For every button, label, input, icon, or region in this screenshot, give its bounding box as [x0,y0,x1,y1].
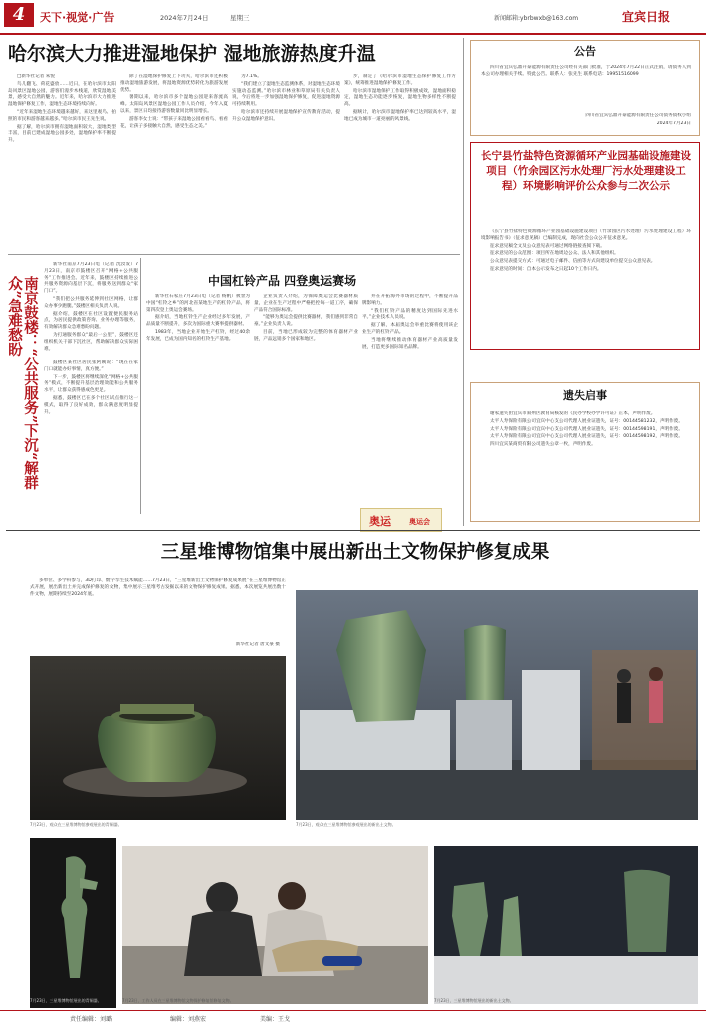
paragraph: 据介绍，鼓楼区在社区设置便民服务站点，为居民提供政策咨询、业务办理等服务，有效解决群众急难愁盼问题。 [44,311,138,331]
paragraph: 四川宜宾某商贸有限公司遗失公章一枚，声明作废。 [490,442,596,448]
paragraph: 当地将继续推动体育器材产业高质量发展，打造更多国际知名品牌。 [362,337,458,350]
paragraph: 据了解，本届奥运会举重比赛将使用该企业生产的杠铃产品。 [362,323,458,335]
issue-weekday: 星期三 [230,14,250,22]
article1-byline: □新华社记者 朱悦 [17,74,55,79]
section-name: 天下·视觉·广告 [40,11,115,24]
page-footer [0,1010,706,1024]
env-notice-body [481,229,691,345]
newspaper-logo: 宜宾日报 [622,10,671,24]
photo-restoration-work [122,846,428,1004]
feature-intro-text: 多单位、多学科参与，3D打印、数字孪生技术赋能……7月23日，“三星堆新出土文物保护修复成果展”在三星堆博物馆正式开展，展出新出土并完成保护修复的文物，集中展示三星堆考古发掘以来的文物保护修复成果。据悉，本次展览共展出数十件文物，展期持续至2024年底。 [30,578,286,597]
announcement-title: 公告 [574,45,596,58]
lost-notice-box [470,382,700,522]
article1-column-4 [344,74,456,250]
paragraph: 哈尔滨市湿地保护工作取得积极成效，湿地面积稳定，湿地生态功能逐步恢复，湿地生物多样性不断提高。 [344,88,456,108]
paragraph: 据悉，鼓楼区已在多个社区试点推行这一模式，取得了良好成效，群众满意度明显提升。 [44,395,138,415]
news-email: 新闻邮箱:ybrbwxb@163.com [494,15,579,22]
paragraph: 除了在湿地保护修复上下功夫，哈尔滨市还积极推动湿地旅游发展，将湿地资源优势转化为旅游发展优势。 [120,74,228,93]
footer-editor-2: 编辑：刘燕宏 [170,1016,207,1023]
paragraph: 并在开拓海外市场的过程中，不断提升品牌影响力。 [362,294,458,306]
paragraph: 鼓楼区某社区居民张阿姨说：“现在在家门口就能办好事情，真方便。” [44,360,138,372]
paragraph: “近年来湿地生态环境越来越好，来这里观鸟、拍照的市民和游客越来越多。”哈尔滨市民王先生说。 [8,109,116,122]
page-number: 4 [4,3,34,27]
article1-column-2 [120,74,228,250]
paragraph: 征求意见的时间：自本公示发布之日起10个工作日内。 [490,266,602,272]
article2-column-1 [146,294,250,508]
photo-bronze-pot [30,656,286,820]
paragraph: 公众意见表提交方式：可通过电子邮件、信函等方式向建设单位提交公众意见表。 [490,259,656,265]
footer-editor: 责任编辑：刘璐 [70,1016,113,1023]
announcement-signature: 四川省宜宾弘鼎开泰能源有限责任公司债务债权小组 [585,113,691,118]
env-impact-notice-box [470,142,700,350]
photo-display-case [434,846,698,1004]
paragraph: 目前，当地已形成较为完整的体育器材产业链，产品远销多个国家和地区。 [254,329,358,342]
caption-2: 7月23日，观众在三星堆博物馆参观展出的新出土文物。 [296,822,396,827]
divider [6,530,700,531]
photo-bronze-artifact [30,838,116,1008]
side-article-column-2 [44,360,138,510]
headline-sanxingdui-exhibition: 三星堆博物馆集中展出新出土文物保护修复成果 [160,542,550,563]
lost-notice-title: 遗失启事 [563,389,607,402]
paragraph: 征求意见的公众范围：项目所在地周边公众、法人和其他组织。 [490,251,619,257]
divider [8,254,460,255]
caption-1: 7月23日，观众在三星堆博物馆参观展出的青铜器。 [30,822,122,827]
caption-5: 7月23日，三星堆博物馆展出的新出土文物。 [434,998,514,1003]
paragraph: 太平人寿保险有限公司宜宾中心支公司代理人展业证遗失，证号：00144598191，声明作废。 [490,426,683,432]
brand-subtext: 奥运会 [409,518,430,526]
display-case-image [434,846,698,1004]
issue-date: 2024年7月24日 [160,14,209,22]
side-article-vertical-title [6,276,38,494]
caption-4: 7月23日，工作人员在三星堆博物馆文物保护修复馆修复文物。 [122,998,234,1003]
paragraph: “我们杠铃产品的精度达到国际先进水平。”企业技术人员说。 [362,308,458,321]
paragraph: “能够为奥运会提供比赛器材，我们感到非常自豪。”企业负责人说。 [254,315,358,328]
paragraph: 为7.1%。 [241,74,262,79]
paragraph: 据介绍，当地杠铃生产企业经过多年发展，产品质量不断提升，多次为国际重大赛事提供器材。 [146,315,250,328]
photo-exhibition-hall [296,590,698,820]
exhibition-hall-image [296,590,698,820]
lost-notice-body [481,411,691,517]
paragraph: 鸟儿翻飞、荷花盛放……近日，在哈尔滨市太阳岛风景区湿地公园，游客们漫步木栈道，欣赏湿地美景，感受大自然的魅力。近年来，哈尔滨市大力推进湿地保护修复工作，湿地生态环境持续向好。 [8,81,116,108]
paragraph: 企业负责人介绍，为保障奥运会比赛器材质量，企业在生产过程中严格把控每一道工序，确保产品符合国际标准。 [254,294,358,313]
paragraph: “我们建立了湿地生态监测体系，对湿地生态环境实施动态监测。”哈尔滨市林业和草原局有关负责人说，今后将进一步加强湿地保护修复，促进湿地资源可持续利用。 [232,81,340,108]
article2-column-3 [362,294,458,504]
bronze-artifact-image [30,838,116,1008]
paragraph: 新华社南京7月23日电（记者 沈汝发）7月23日，南京市鼓楼区召开“网格+公共服务”工作推进会。近年来，鼓楼区持续推进公共服务资源向基层下沉，将服务送到群众“家门口”。 [44,262,138,295]
announcement-box [470,40,700,136]
paragraph: 谢家遗失由宜宾市叙州区教育局核发的《民办学校办学许可证》正本，声明作废。 [490,411,656,416]
headline-barbell-olympics: 中国杠铃产品 四登奥运赛场 [208,274,357,288]
paragraph: 新华社石家庄7月23日电（记者 杨帆）被誉为中国“杠铃之乡”的河北省某地生产的杠铃产品，将第四次登上奥运会赛场。 [146,294,250,313]
bronze-pot-image [30,656,286,820]
side-article-title-text: 南京鼓楼：“公共服务”下沉“解群众”急难愁盼 [6,276,39,490]
paragraph: 《长宁县竹盐特色资源循环产业园基础设施建设项目（竹余园区污水处理厂污水处理建设工程）环境影响报告书》（征求意见稿）已编制完成，现向社会公众公开征求意见。 [481,229,691,241]
paragraph: 步，制定了《哈尔滨市湿地生态保护修复工作方案》，统筹推进湿地保护修复工作。 [344,74,456,86]
masthead [0,0,706,36]
paragraph: 据统计，哈尔滨市湿地保护率已达到较高水平，湿地已成为城市一道亮丽的风景线。 [344,109,456,122]
paragraph: 太平人寿保险有限公司宜宾中心支公司代理人展业证遗失，证号：00144581232，声明作废。 [490,418,683,424]
olympics-brand-logo [360,508,442,532]
masthead-rule [0,33,706,35]
divider [463,38,464,526]
brand-text: 奥运 [369,515,391,528]
paragraph: 哈尔滨市还持续开展湿地保护宣传教育活动，提升公众湿地保护意识。 [232,109,340,122]
article1-column-3 [232,74,340,250]
restoration-work-image [122,846,428,1004]
announcement-date: 2024年7月23日 [656,121,691,126]
caption-3: 7月23日，三星堆博物馆展出的青铜器。 [30,998,102,1003]
paragraph: 游客李女士说：“带孩子来湿地公园看看鸟、看看花，让孩子多接触大自然，感受生态之美。” [120,116,228,129]
footer-designer: 美编：王戈 [260,1016,291,1023]
paragraph: 征求意见稿全文及公众意见表可通过网络链接查阅下载。 [490,243,605,249]
env-notice-title: 长宁县竹盐特色资源循环产业园基础设施建设项目（竹余园区污水处理厂污水处理建设工程）环境影响评价公众参与二次公示 [481,150,691,192]
article1-column-1 [8,74,116,250]
paragraph: 太平人寿保险有限公司宜宾中心支公司代理人展业证遗失，证号：00144598192，声明作废。 [490,434,683,440]
paragraph: 1983年，当地企业开始生产杠铃，经过40余年发展，已成为国内知名的杠铃生产基地。 [146,329,250,342]
paragraph: 据了解，哈尔滨市拥有湿地面积较大，湿地类型丰富，目前已建成湿地公园多处，湿地保护率不断提升。 [8,124,116,144]
paragraph: 下一步，鼓楼区将继续深化“网格+公共服务”模式，不断提升基层治理效能和公共服务水平，让群众获得感成色更足。 [44,374,138,394]
announcement-text: 四川省宜宾弘鼎开泰能源有限责任公司经有关部门批准，于2024年7月22日正式注销，请债务人到本公司办理相关手续。特此公告。联系人：张先生 联系电话：19951516099 [481,65,691,77]
paragraph: 为打通服务群众“最后一公里”，鼓楼区还组织机关干部下沉社区，帮助解决群众实际困难。 [44,332,138,352]
photo-credit: 新华社记者 唐文豪 摄 [235,642,280,647]
divider [140,258,141,514]
paragraph: 暑期以来，哈尔滨市多个湿地公园迎来客流高峰。太阳岛风景区湿地公园工作人员介绍，今年入夏以来，景区日均接待游客数量同比明显增长。 [120,95,228,114]
feature-intro [30,578,286,640]
paragraph: “我们把公共服务延伸到社区网格，让群众办事少跑腿。”鼓楼区相关负责人说。 [44,296,138,309]
headline-harbin-wetland: 哈尔滨大力推进湿地保护 湿地旅游热度升温 [8,43,376,65]
announcement-body [481,65,691,109]
article2-column-2 [254,294,358,508]
